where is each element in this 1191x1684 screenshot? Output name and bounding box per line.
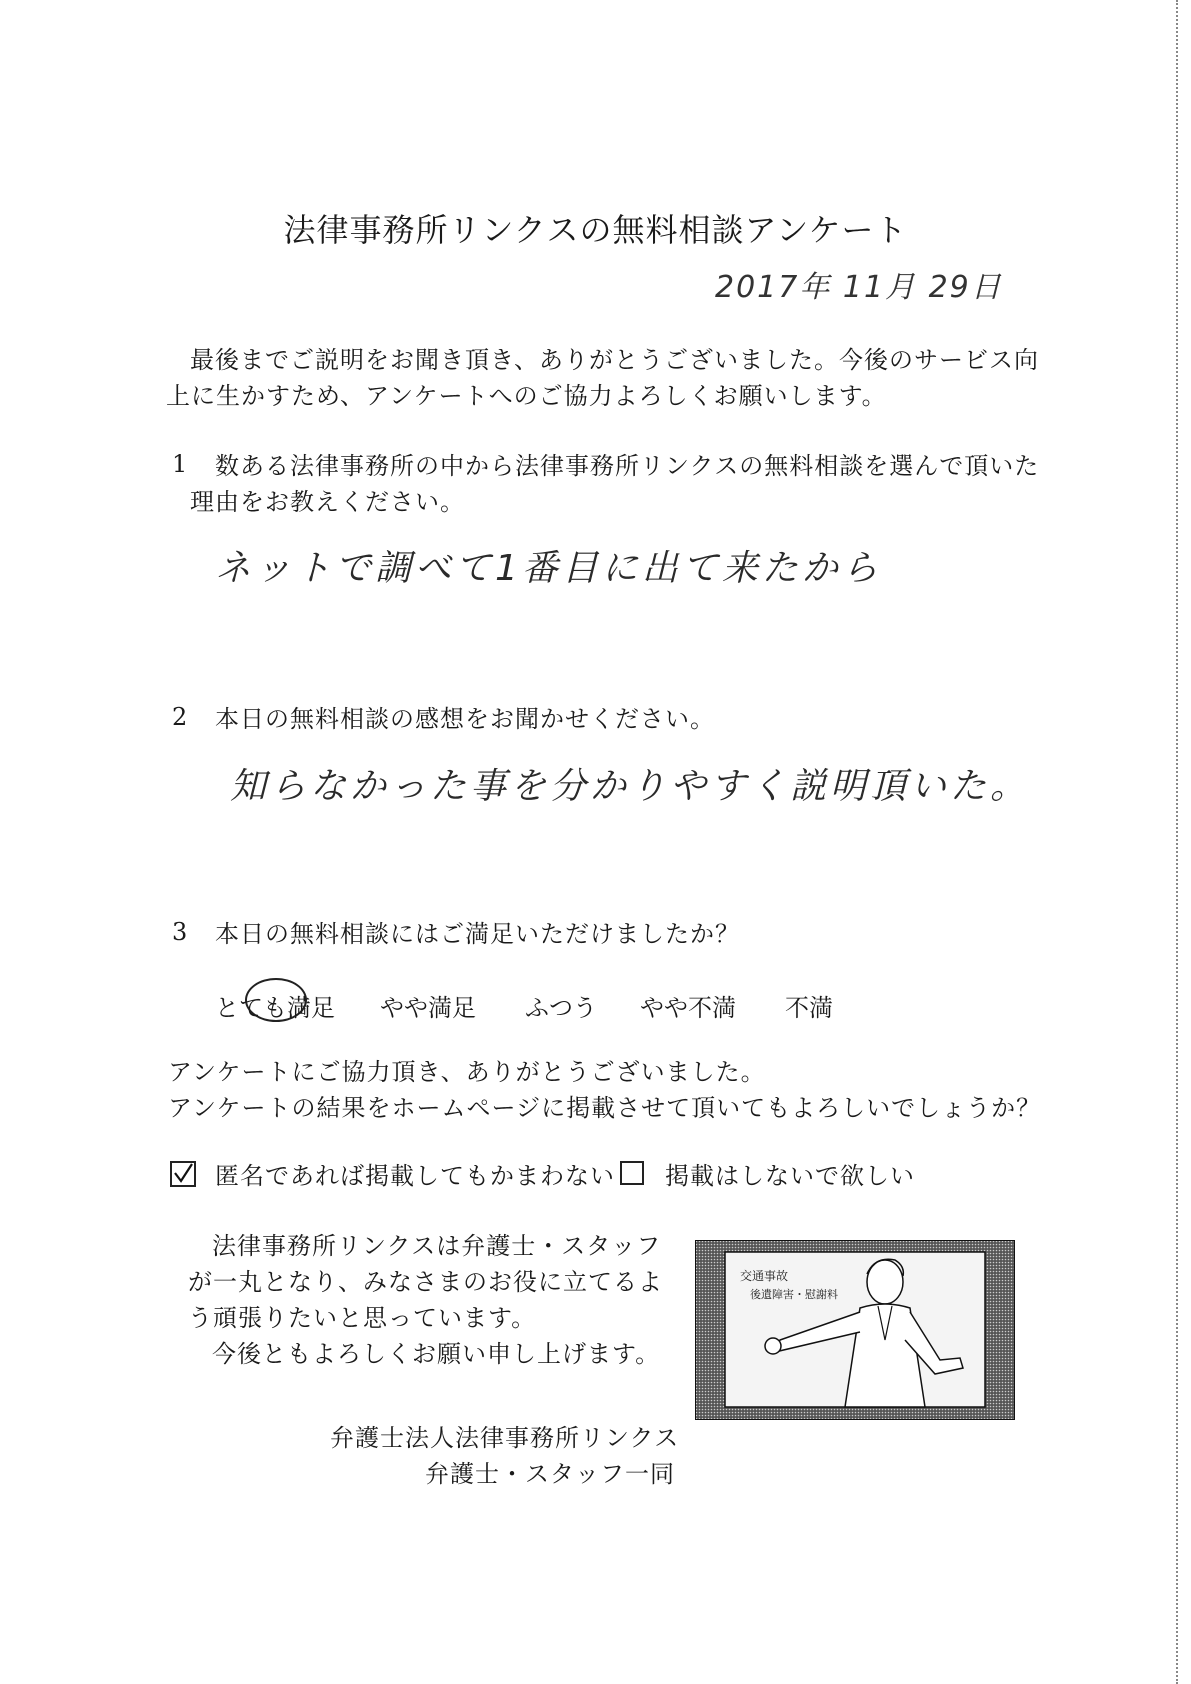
q3-option-somewhat-dissatisfied[interactable]: やや不満 xyxy=(640,994,736,1022)
q2-text: 本日の無料相談の感想をお聞かせください。 xyxy=(215,705,715,733)
q1-text-line-1: 数ある法律事務所の中から法律事務所リンクスの無料相談を選んで頂いた xyxy=(215,452,1040,480)
consent-anonymous-label: 匿名であれば掲載してもかまわない xyxy=(215,1162,615,1190)
q1-number: 1 xyxy=(172,450,188,478)
intro-line-1: 最後までご説明をお聞き頂き、ありがとうございました。今後のサービス向 xyxy=(190,346,1040,374)
closing-line-1: 法律事務所リンクスは弁護士・スタッフ xyxy=(212,1232,662,1260)
intro-line-2: 上に生かすため、アンケートへのご協力よろしくお願いします。 xyxy=(166,382,887,410)
closing-line-4: 今後ともよろしくお願い申し上げます。 xyxy=(212,1340,661,1368)
thanks-line-1: アンケートにご協力頂き、ありがとうございました。 xyxy=(168,1058,766,1086)
q3-text: 本日の無料相談にはご満足いただけましたか？ xyxy=(215,920,740,948)
q1-text-line-2: 理由をお教えください。 xyxy=(190,488,465,516)
consent-anonymous-checkbox[interactable] xyxy=(170,1161,196,1187)
date-handwritten: 2017年 11月 29日 xyxy=(715,270,1003,305)
thanks-line-2: アンケートの結果をホームページに掲載させて頂いてもよろしいでしょうか？ xyxy=(168,1094,1042,1122)
closing-line-2: が一丸となり、みなさまのお役に立てるよ xyxy=(188,1268,663,1296)
q2-number: 2 xyxy=(172,703,188,731)
whiteboard-text-line-1: 交通事故 xyxy=(740,1269,789,1283)
q3-option-neutral[interactable]: ふつう xyxy=(525,994,597,1022)
q3-number: 3 xyxy=(172,918,188,946)
whiteboard-text-line-2: 後遺障害・慰謝料 xyxy=(750,1288,838,1301)
checkmark-icon xyxy=(172,1163,194,1185)
signature-line-1: 弁護士法人法律事務所リンクス xyxy=(330,1424,680,1452)
consent-decline-label: 掲載はしないで欲しい xyxy=(665,1162,915,1190)
q3-option-somewhat-satisfied[interactable]: やや満足 xyxy=(380,994,476,1022)
q3-option-very-satisfied[interactable]: とても満足 xyxy=(215,994,335,1022)
closing-line-3: う頑張りたいと思っています。 xyxy=(188,1304,537,1332)
page-edge xyxy=(1176,0,1178,1684)
q2-answer-handwritten: 知らなかった事を分かりやすく説明頂いた。 xyxy=(230,766,1031,807)
consent-decline-checkbox[interactable] xyxy=(620,1161,644,1185)
q1-answer-handwritten: ネットで調べて1番目に出て来たから xyxy=(215,548,882,589)
page-title: 法律事務所リンクスの無料相談アンケート xyxy=(283,211,908,249)
signature-line-2: 弁護士・スタッフ一同 xyxy=(425,1460,675,1488)
q3-option-dissatisfied[interactable]: 不満 xyxy=(785,994,833,1022)
lawyer-whiteboard-illustration xyxy=(695,1240,1015,1420)
